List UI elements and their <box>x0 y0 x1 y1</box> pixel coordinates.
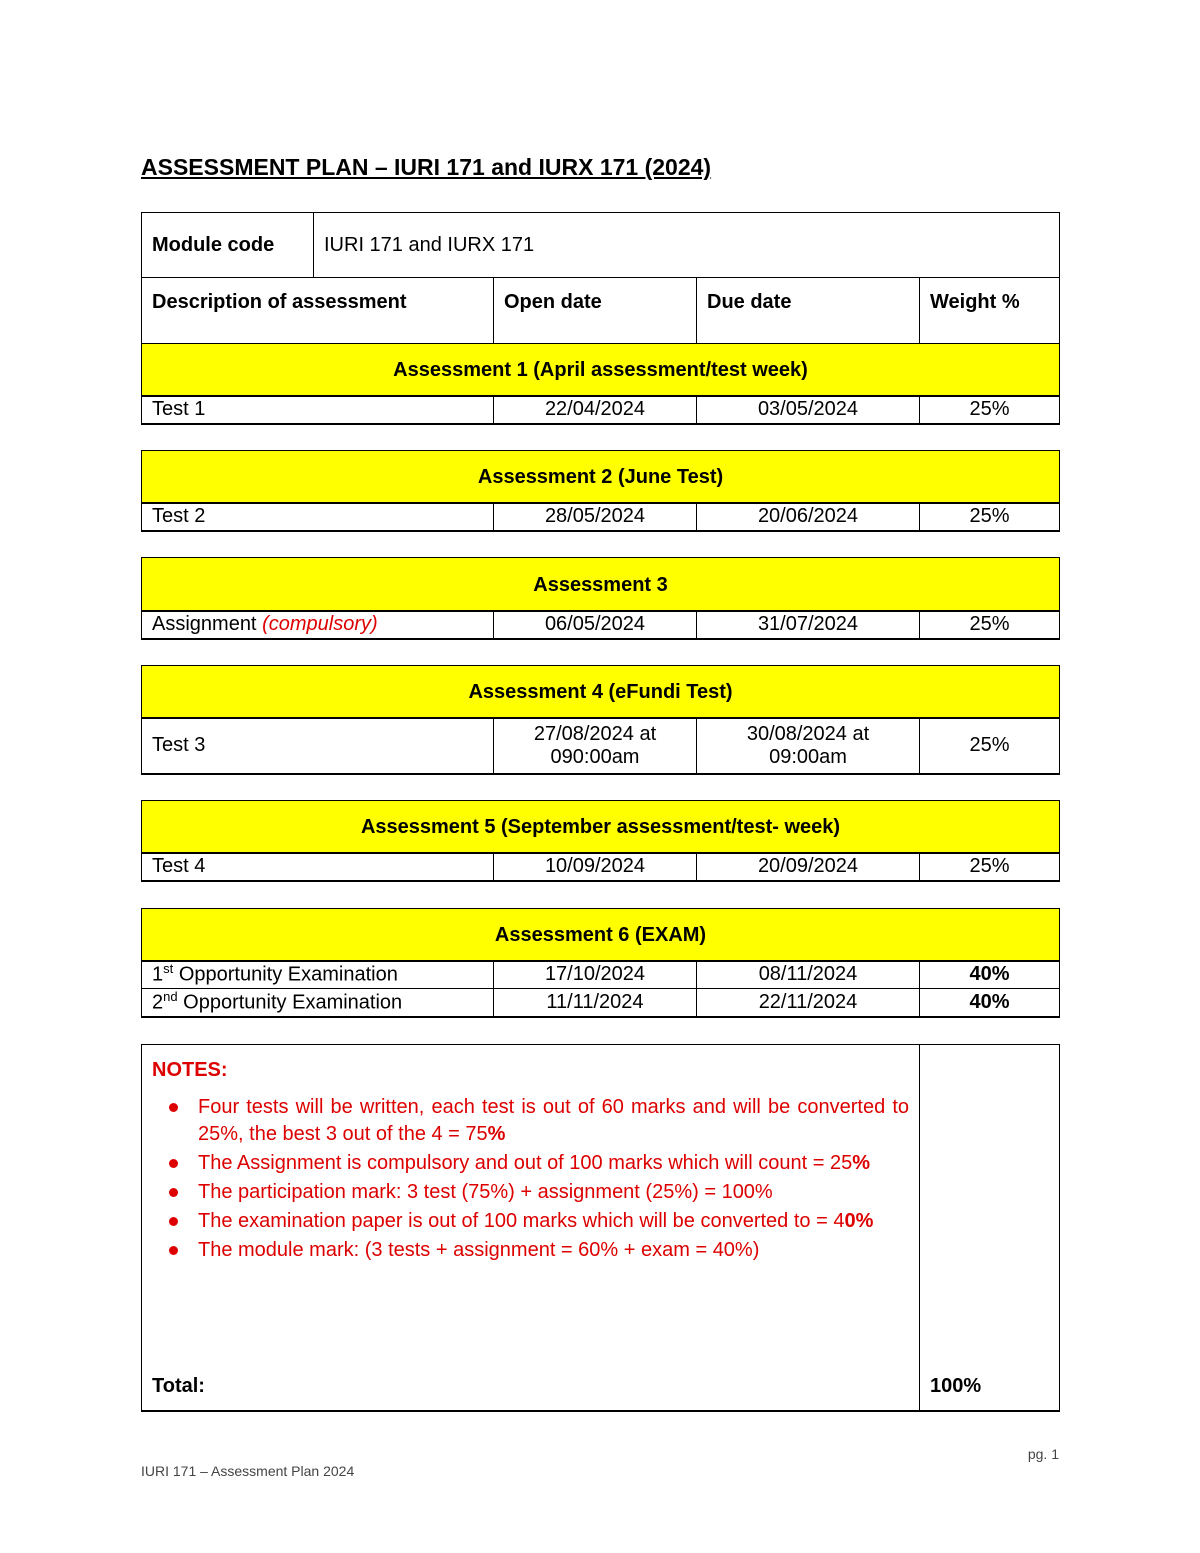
bullet-icon <box>169 1103 178 1112</box>
notes-row <box>142 1045 1060 1411</box>
header-open-date: Open date <box>494 278 697 344</box>
weight: 25% <box>920 718 1060 774</box>
assessment-band <box>142 666 1060 718</box>
due-date: 31/07/2024 <box>697 611 920 639</box>
open-date: 10/09/2024 <box>494 853 697 881</box>
due-date: 20/09/2024 <box>697 853 920 881</box>
list-item <box>152 1150 909 1177</box>
exam-label: Opportunity Examination <box>183 991 403 1014</box>
note-bold: % <box>852 1152 871 1174</box>
assessment-4-title: Assessment 4 (eFundi Test) <box>142 666 1060 718</box>
exam-description <box>142 961 494 989</box>
opportunity-number: 1 <box>152 964 164 987</box>
test-description: Test 4 <box>142 853 494 881</box>
header-weight: Weight % <box>920 278 1060 344</box>
compulsory-note: (compulsory) <box>262 613 378 635</box>
test-description: Test 3 <box>142 718 494 774</box>
notes-cell <box>142 1045 920 1411</box>
bullet-icon <box>169 1217 178 1226</box>
weight: 25% <box>920 503 1060 531</box>
ordinal-suffix: nd <box>163 988 178 1004</box>
module-code-label: Module code <box>142 213 314 278</box>
list-item <box>152 1237 909 1264</box>
header-description: Description of assessment <box>142 278 494 344</box>
open-date: 22/04/2024 <box>494 396 697 424</box>
due-date: 20/06/2024 <box>697 503 920 531</box>
weight: 25% <box>920 853 1060 881</box>
notes-table <box>141 1044 1060 1412</box>
note-text: The participation mark: 3 test (75%) + assignment (25%) = 100% <box>198 1181 773 1203</box>
weight: 25% <box>920 611 1060 639</box>
open-date: 28/05/2024 <box>494 503 697 531</box>
module-code-value: IURI 171 and IURX 171 <box>314 213 1060 278</box>
total-cell <box>920 1045 1060 1411</box>
assessment-band <box>142 451 1060 503</box>
list-item <box>152 1179 909 1206</box>
table-row <box>142 989 1060 1017</box>
ordinal-suffix: st <box>163 961 174 977</box>
weight: 25% <box>920 396 1060 424</box>
assessment-table <box>141 450 1060 532</box>
table-row <box>142 611 1060 639</box>
due-date: 08/11/2024 <box>697 961 920 989</box>
footer-text: IURI 171 – Assessment Plan 2024 <box>141 1463 355 1479</box>
opportunity-number: 2 <box>152 991 164 1014</box>
assessment-table <box>141 908 1060 1018</box>
open-date: 11/11/2024 <box>494 989 697 1017</box>
note-text: Four tests will be written, each test is out of 60 marks and will be converted to 25%, the best 3 out of the 4 = 75 <box>198 1096 909 1145</box>
exam-description <box>142 989 494 1017</box>
assessment-table <box>141 800 1060 882</box>
note-text: The module mark: (3 tests + assignment = 60% + exam = 40%) <box>198 1239 760 1261</box>
test-description: Test 2 <box>142 503 494 531</box>
table-row <box>142 961 1060 989</box>
bullet-icon <box>169 1188 178 1197</box>
list-item <box>152 1208 909 1235</box>
header-due-date: Due date <box>697 278 920 344</box>
due-date: 30/08/2024 at 09:00am <box>697 718 920 774</box>
assignment-description <box>142 611 494 639</box>
due-date: 03/05/2024 <box>697 396 920 424</box>
notes-list <box>152 1094 909 1264</box>
note-text: The examination paper is out of 100 marks which will be converted to = 4 <box>198 1210 845 1232</box>
page-title: ASSESSMENT PLAN – IURI 171 and IURX 171 (2024) <box>141 154 712 180</box>
note-bold: 0% <box>844 1210 874 1232</box>
exam-label: Opportunity Examination <box>178 964 398 987</box>
bullet-icon <box>169 1159 178 1168</box>
column-header-row <box>142 278 1060 344</box>
assessment-band <box>142 801 1060 853</box>
table-row <box>142 853 1060 881</box>
note-text: The Assignment is compulsory and out of 100 marks which will count = 25 <box>198 1152 853 1174</box>
note-bold: % <box>487 1123 506 1145</box>
header-table <box>141 212 1060 425</box>
assessment-band <box>142 558 1060 611</box>
assessment-5-title: Assessment 5 (September assessment/test- week) <box>142 801 1060 853</box>
table-row <box>142 718 1060 774</box>
open-date: 27/08/2024 at 090:00am <box>494 718 697 774</box>
total-label: Total: <box>152 1374 205 1397</box>
test-description: Test 1 <box>142 396 494 424</box>
assessment-2-title: Assessment 2 (June Test) <box>142 451 1060 503</box>
bullet-icon <box>169 1246 178 1255</box>
table-row <box>142 396 1060 424</box>
open-date: 17/10/2024 <box>494 961 697 989</box>
notes-heading: NOTES: <box>152 1059 228 1081</box>
module-row <box>142 213 1060 278</box>
due-date: 22/11/2024 <box>697 989 920 1017</box>
weight: 40% <box>920 961 1060 989</box>
total-value: 100% <box>930 1374 982 1397</box>
list-item <box>152 1094 909 1148</box>
assessment-band <box>142 909 1060 961</box>
page-number: pg. 1 <box>1027 1446 1059 1462</box>
assessment-6-title: Assessment 6 (EXAM) <box>142 909 1060 961</box>
table-row <box>142 503 1060 531</box>
assessment-band <box>142 344 1060 396</box>
weight: 40% <box>920 989 1060 1017</box>
assessment-3-title: Assessment 3 <box>142 558 1060 611</box>
assessment-1-title: Assessment 1 (April assessment/test week) <box>142 344 1060 396</box>
open-date: 06/05/2024 <box>494 611 697 639</box>
assessment-table <box>141 665 1060 775</box>
assignment-label: Assignment <box>152 613 257 635</box>
assessment-table <box>141 557 1060 640</box>
